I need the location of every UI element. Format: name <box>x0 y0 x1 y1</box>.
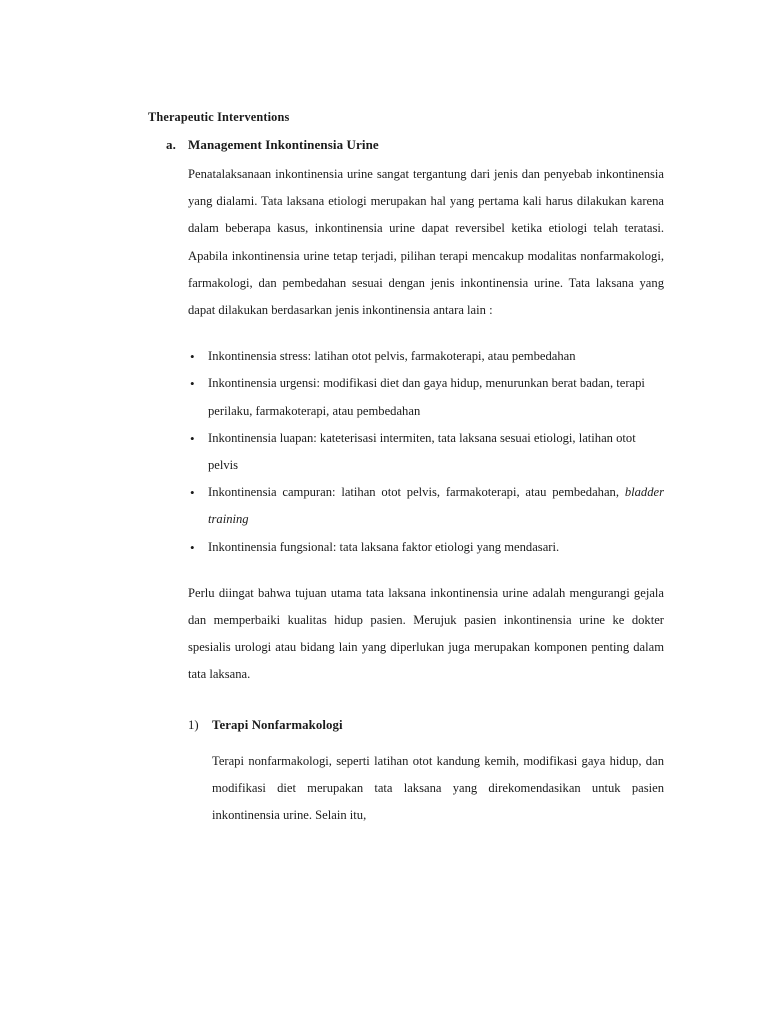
list-item-emphasis: bladder training <box>208 485 664 527</box>
list-item-text: Inkontinensia luapan: kateterisasi intermiten, tata laksana sesuai etiologi, latihan otot pelvis <box>208 430 636 473</box>
list-item <box>190 370 664 424</box>
spacer-before-bullets <box>148 324 664 343</box>
list-item-text: Inkontinensia campuran: latihan otot pelvis, farmakoterapi, atau pembedahan, <box>208 485 625 500</box>
section-heading-a <box>166 135 664 155</box>
section-marker-a: a. <box>166 137 176 152</box>
list-item <box>190 479 664 533</box>
list-item <box>190 534 664 561</box>
list-item <box>190 343 664 370</box>
section-1-paragraph: Terapi nonfarmakologi, seperti latihan otot kandung kemih, modifikasi gaya hidup, dan modifikasi diet merupakan tata laksana yang direkomendasikan untuk pasien inkontinensia urine. Selain itu, <box>212 753 664 823</box>
closing-paragraph: Perlu diingat bahwa tujuan utama tata laksana inkontinensia urine adalah mengurangi gejala dan memperbaiki kualitas hidup pasien. Merujuk pasien inkontinensia urine ke dokter spesialis urologi atau bidang lain yang diperlukan juga merupakan komponen penting dalam tata laksana. <box>188 585 664 682</box>
section-title-1: Terapi Nonfarmakologi <box>212 717 343 732</box>
page-title: Therapeutic Interventions <box>148 110 290 124</box>
list-item-text: Inkontinensia urgensi: modifikasi diet dan gaya hidup, menurunkan berat badan, terapi perilaku, farmakoterapi, atau pembedahan <box>208 376 645 418</box>
spacer-after-bullets <box>148 561 664 580</box>
spacer-after-section-1-heading <box>148 735 664 748</box>
bullet-icon: • <box>190 430 195 446</box>
list-item-text: Inkontinensia fungsional: tata laksana faktor etiologi yang mendasari. <box>208 539 560 554</box>
list-item-text: Inkontinensia stress: latihan otot pelvis, farmakoterapi, atau pembedahan <box>208 349 576 364</box>
list-item <box>190 425 664 479</box>
bullet-icon: • <box>190 376 195 392</box>
document-content <box>148 108 664 829</box>
spacer-before-section-1 <box>148 689 664 715</box>
bullet-icon: • <box>190 349 195 365</box>
treatment-bullet-list <box>148 343 664 561</box>
section-heading-1 <box>188 715 664 735</box>
bullet-icon: • <box>190 539 195 555</box>
section-a-paragraph: Penatalaksanaan inkontinensia urine sangat tergantung dari jenis dan penyebab inkontinensia yang dialami. Tata laksana etiologi merupakan hal yang pertama kali harus dilakukan karena dalam beberapa kasus, inkontinensia urine dapat reversibel ketika etiologi telah teratasi. Apabila inkontinensia urine tetap terjadi, pilihan terapi mencakup modalitas nonfarmakologi, farmakologi, dan pembedahan sesuai dengan jenis inkontinensia urine. Tata laksana yang dapat dilakukan berdasarkan jenis inkontinensia antara lain : <box>188 167 664 318</box>
bullet-icon: • <box>190 485 195 501</box>
section-title-a: Management Inkontinensia Urine <box>188 137 379 152</box>
section-marker-1: 1) <box>188 717 199 732</box>
